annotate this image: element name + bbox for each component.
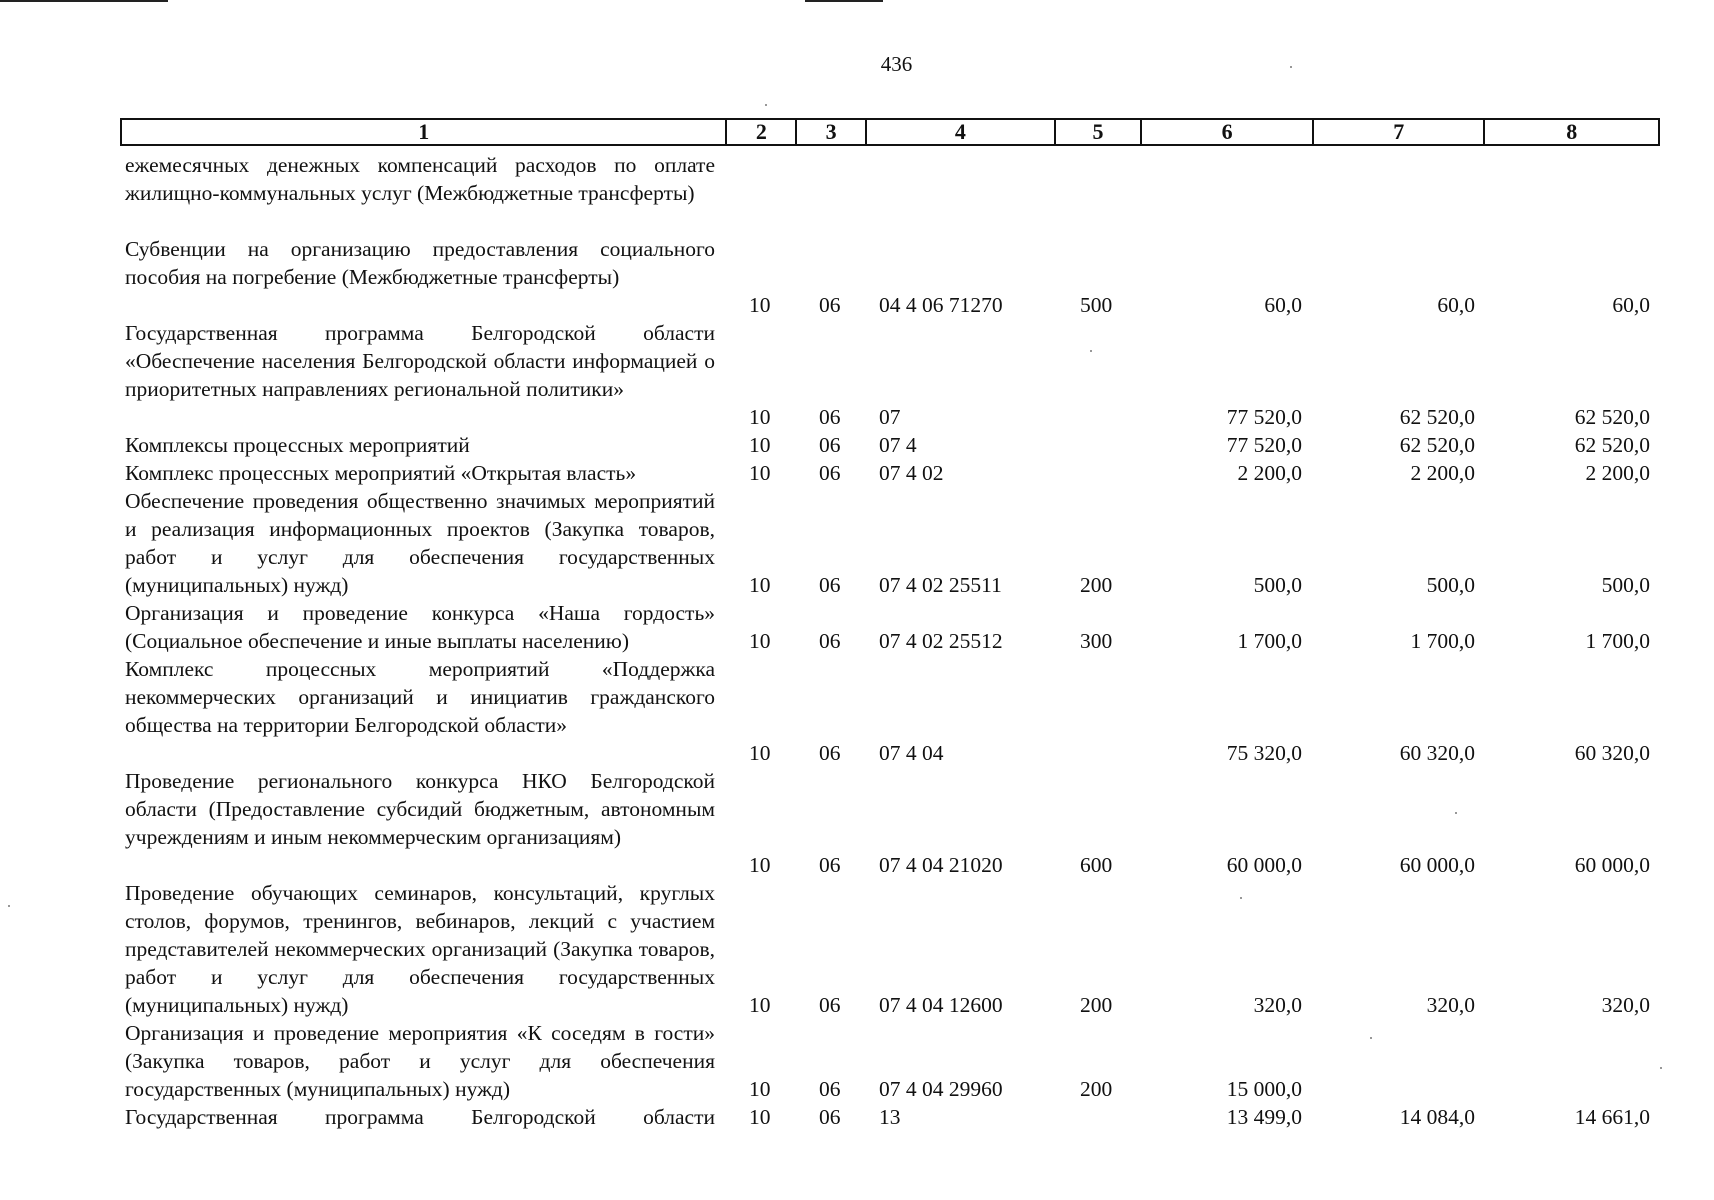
table-row <box>0 1019 1714 1103</box>
header-col-6: 6 <box>1142 120 1314 144</box>
scan-edge-line <box>805 0 883 2</box>
cell-target-code: 07 4 04 12600 <box>879 993 1003 1017</box>
header-col-7: 7 <box>1314 120 1486 144</box>
cell-amount-3: 14 661,0 <box>1574 1105 1650 1129</box>
scan-speckle <box>8 905 10 907</box>
cell-target-code: 07 4 04 29960 <box>879 1077 1003 1101</box>
row-description: Государственная программа Белгородской области <box>125 1105 715 1129</box>
cell-target-code: 07 4 <box>879 433 917 457</box>
scan-speckle <box>1290 66 1292 68</box>
table-row <box>0 599 1714 655</box>
cell-amount-1: 13 499,0 <box>1226 1105 1302 1129</box>
cell-section: 10 <box>749 629 771 653</box>
header-col-4: 4 <box>867 120 1056 144</box>
cell-amount-3: 2 200,0 <box>1585 461 1650 485</box>
cell-amount-3: 60,0 <box>1612 293 1650 317</box>
cell-subsection: 06 <box>819 629 841 653</box>
cell-expense-type: 200 <box>1080 573 1113 597</box>
cell-target-code: 04 4 06 71270 <box>879 293 1003 317</box>
row-description: Проведение обучающих семинаров, консультаций, круглых столов, форумов, тренингов, вебинаров, лекций с участием представителей некоммерческих организаций (Закупка товаров, работ и услуг для обеспечения государственных (муниципальных) нужд) <box>125 881 715 1017</box>
scan-edge-line <box>0 0 168 2</box>
cell-expense-type: 200 <box>1080 1077 1113 1101</box>
cell-amount-1: 75 320,0 <box>1226 741 1302 765</box>
cell-subsection: 06 <box>819 405 841 429</box>
cell-section: 10 <box>749 405 771 429</box>
cell-expense-type: 600 <box>1080 853 1113 877</box>
cell-section: 10 <box>749 433 771 457</box>
cell-amount-1: 500,0 <box>1253 573 1302 597</box>
cell-section: 10 <box>749 461 771 485</box>
cell-subsection: 06 <box>819 993 841 1017</box>
cell-amount-2: 62 520,0 <box>1399 405 1475 429</box>
cell-subsection: 06 <box>819 573 841 597</box>
cell-amount-1: 77 520,0 <box>1226 405 1302 429</box>
cell-section: 10 <box>749 293 771 317</box>
cell-section: 10 <box>749 573 771 597</box>
table-row <box>0 879 1714 1019</box>
table-row <box>0 1103 1714 1131</box>
cell-amount-2: 60 000,0 <box>1399 853 1475 877</box>
row-description: Обеспечение проведения общественно значимых мероприятий и реализация информационных проектов (Закупка товаров, работ и услуг для обеспечения государственных (муниципальных) нужд) <box>125 489 715 597</box>
table-row <box>0 655 1714 767</box>
cell-subsection: 06 <box>819 433 841 457</box>
header-col-3: 3 <box>797 120 867 144</box>
scan-speckle <box>1240 897 1242 899</box>
scan-speckle <box>1660 1067 1662 1069</box>
cell-amount-1: 1 700,0 <box>1237 629 1302 653</box>
cell-amount-2: 500,0 <box>1426 573 1475 597</box>
cell-target-code: 07 4 02 <box>879 461 944 485</box>
row-description: Комплексы процессных мероприятий <box>125 433 470 457</box>
table-row <box>0 487 1714 599</box>
table-row <box>0 151 1714 235</box>
cell-target-code: 13 <box>879 1105 901 1129</box>
cell-amount-2: 2 200,0 <box>1410 461 1475 485</box>
cell-section: 10 <box>749 741 771 765</box>
cell-amount-2: 62 520,0 <box>1399 433 1475 457</box>
cell-amount-2: 60 320,0 <box>1399 741 1475 765</box>
cell-target-code: 07 4 02 25511 <box>879 573 1002 597</box>
cell-amount-1: 60,0 <box>1264 293 1302 317</box>
row-description: Комплекс процессных мероприятий «Открытая власть» <box>125 461 637 485</box>
scan-speckle <box>1090 350 1092 352</box>
table-row <box>0 235 1714 319</box>
row-description: Комплекс процессных мероприятий «Поддержка некоммерческих организаций и инициатив гражданского общества на территории Белгородской области» <box>125 657 715 737</box>
row-description: ежемесячных денежных компенсаций расходов по оплате жилищно-коммунальных услуг (Межбюджетные трансферты) <box>125 153 715 205</box>
header-col-5: 5 <box>1056 120 1143 144</box>
table-row <box>0 319 1714 431</box>
cell-expense-type: 500 <box>1080 293 1113 317</box>
cell-amount-3: 60 000,0 <box>1574 853 1650 877</box>
row-description: Проведение регионального конкурса НКО Белгородской области (Предоставление субсидий бюджетным, автономным учреждениям и иным некоммерческим организациям) <box>125 769 715 849</box>
cell-target-code: 07 4 02 25512 <box>879 629 1003 653</box>
cell-amount-3: 62 520,0 <box>1574 405 1650 429</box>
cell-target-code: 07 4 04 21020 <box>879 853 1003 877</box>
cell-amount-2: 60,0 <box>1437 293 1475 317</box>
cell-subsection: 06 <box>819 1077 841 1101</box>
table-row <box>0 767 1714 879</box>
scan-speckle <box>1370 1037 1372 1039</box>
cell-amount-3: 60 320,0 <box>1574 741 1650 765</box>
cell-section: 10 <box>749 1105 771 1129</box>
row-description: Государственная программа Белгородской области «Обеспечение населения Белгородской области информацией о приоритетных направлениях региональной политики» <box>125 321 715 401</box>
cell-amount-3: 320,0 <box>1601 993 1650 1017</box>
row-description: Организация и проведение конкурса «Наша гордость» (Социальное обеспечение и иные выплаты населению) <box>125 601 715 653</box>
cell-target-code: 07 4 04 <box>879 741 944 765</box>
cell-amount-1: 60 000,0 <box>1226 853 1302 877</box>
row-description: Субвенции на организацию предоставления социального пособия на погребение (Межбюджетные трансферты) <box>125 237 715 289</box>
header-col-2: 2 <box>727 120 797 144</box>
page-number: 436 <box>880 52 913 76</box>
cell-amount-1: 15 000,0 <box>1226 1077 1302 1101</box>
cell-subsection: 06 <box>819 1105 841 1129</box>
cell-expense-type: 300 <box>1080 629 1113 653</box>
cell-subsection: 06 <box>819 293 841 317</box>
scan-speckle <box>1455 812 1457 814</box>
row-description: Организация и проведение мероприятия «К соседям в гости» (Закупка товаров, работ и услуг для обеспечения государственных (муниципальных) нужд) <box>125 1021 715 1101</box>
cell-amount-1: 2 200,0 <box>1237 461 1302 485</box>
header-col-8: 8 <box>1566 119 1578 144</box>
cell-amount-2: 1 700,0 <box>1410 629 1475 653</box>
cell-expense-type: 200 <box>1080 993 1113 1017</box>
cell-amount-3: 500,0 <box>1601 573 1650 597</box>
table-row <box>0 459 1714 487</box>
cell-amount-3: 1 700,0 <box>1585 629 1650 653</box>
header-col-1: 1 <box>122 120 727 144</box>
cell-subsection: 06 <box>819 461 841 485</box>
table-row <box>0 431 1714 459</box>
cell-section: 10 <box>749 1077 771 1101</box>
cell-subsection: 06 <box>819 853 841 877</box>
cell-amount-2: 14 084,0 <box>1399 1105 1475 1129</box>
cell-amount-2: 320,0 <box>1426 993 1475 1017</box>
cell-amount-3: 62 520,0 <box>1574 433 1650 457</box>
cell-amount-1: 320,0 <box>1253 993 1302 1017</box>
table-header <box>120 118 1660 146</box>
cell-section: 10 <box>749 853 771 877</box>
scan-speckle <box>765 104 767 106</box>
cell-subsection: 06 <box>819 741 841 765</box>
cell-section: 10 <box>749 993 771 1017</box>
cell-target-code: 07 <box>879 405 901 429</box>
cell-amount-1: 77 520,0 <box>1226 433 1302 457</box>
